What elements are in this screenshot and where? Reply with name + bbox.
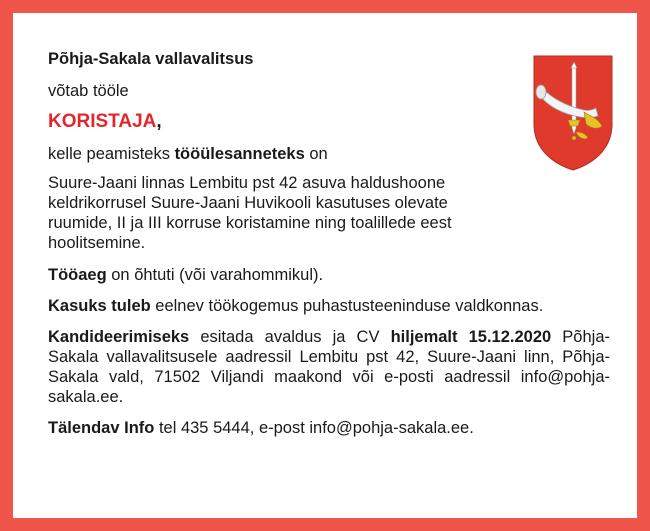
position-suffix: , — [156, 111, 162, 132]
info-label: Tälendav Info — [48, 419, 155, 437]
duties-intro — [48, 144, 610, 164]
worktime-text: on õhtuti (või varahommikul). — [106, 266, 324, 284]
notice-content — [48, 49, 610, 438]
apply-deadline: hiljemalt 15.12.2020 — [390, 328, 552, 346]
coat-of-arms-icon — [532, 54, 614, 172]
hires-text: võtab tööle — [48, 82, 129, 100]
organization-name: Põhja-Sakala vallavalitsus — [48, 50, 254, 68]
position-name: KORISTAJA — [48, 111, 157, 132]
apply-label: Kandideerimiseks — [48, 328, 190, 346]
intro-text: kelle peamisteks — [48, 145, 175, 163]
apply-text: esitada avaldus ja CV — [189, 328, 391, 346]
info-paragraph — [48, 418, 610, 438]
apply-paragraph — [48, 327, 610, 407]
duties-text: Suure-Jaani linnas Lembitu pst 42 asuva haldushoone keldrikorrusel Suure-Jaani Huvikooli kasutuses olevate ruumide, II ja III korruse koristamine ning toalillede eest hoolitsemine. — [48, 174, 452, 252]
apply-text-address: Põhja-Sakala vallavalitsusele aadressil Lembitu pst 42, Suure-Jaani linn, Põhja-Sakala vald, 71502 Viljandi maakond või e-posti aadressil info@pohja-sakala.ee. — [48, 328, 610, 406]
position-title — [48, 110, 610, 134]
intro-after: on — [304, 145, 328, 163]
worktime-label: Tööaeg — [48, 266, 107, 284]
advantage-paragraph — [48, 296, 610, 316]
worktime-paragraph — [48, 265, 610, 285]
advantage-text: eelnev töökogemus puhastusteeninduse valdkonnas. — [150, 297, 544, 315]
intro-bold: tööülesanneteks — [174, 145, 305, 163]
advantage-label: Kasuks tuleb — [48, 297, 151, 315]
info-text: tel 435 5444, e-post info@pohja-sakala.ee. — [154, 419, 474, 437]
